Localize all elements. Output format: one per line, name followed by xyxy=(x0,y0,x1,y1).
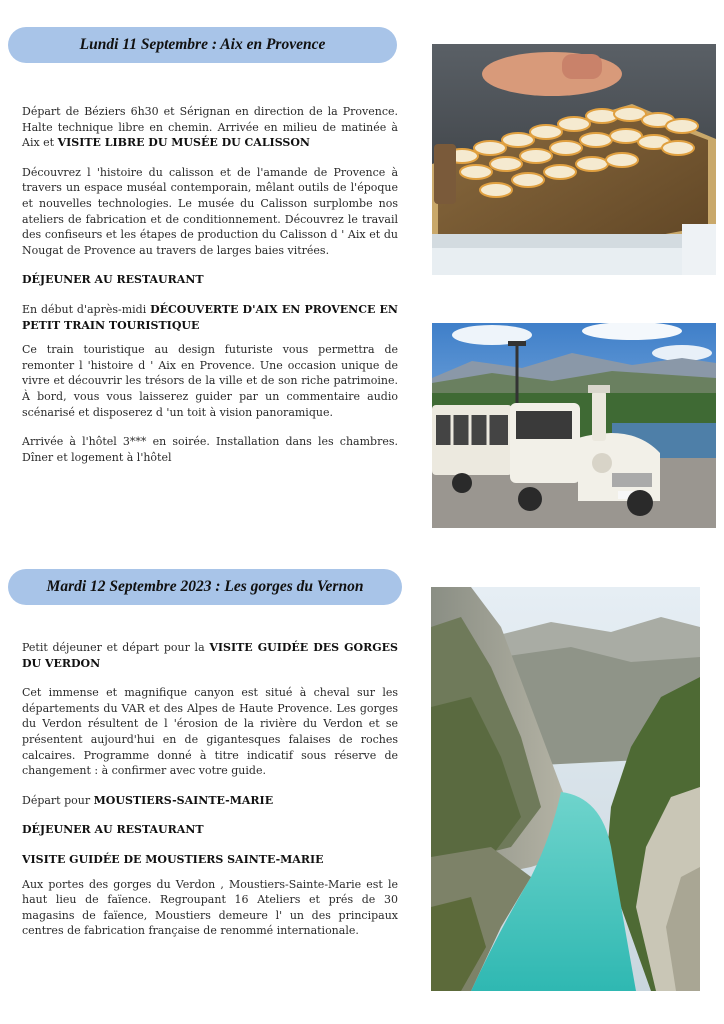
day-1-paragraph-calisson: Découvrez l 'histoire du calisson et de l'amande de Provence à travers un espace muséal contemporain, mêlant outils de l'époque et nouvelles technologies. Le musée du Calisson surplombe nos ateliers de fabrication et de conditionnement. Découvrez le travail des confiseurs et les étapes de production du Calisson d ' Aix et du Nougat de Provence au travers de larges baies vitrées. xyxy=(22,165,398,257)
day-1-lunch-title: DÉJEUNER AU RESTAURANT xyxy=(22,273,204,287)
day-2-moustiers-title: MOUSTIERS-SAINTE-MARIE xyxy=(93,793,274,807)
day-2-paragraph-departure xyxy=(22,640,398,671)
day-1-paragraph-hotel: Arrivée à l'hôtel 3*** en soirée. Installation dans les chambres. Dîner et logement à l'hôtel xyxy=(22,435,398,464)
day-2-moustiers-text: Départ pour xyxy=(22,793,94,807)
day-1-train-title: DÉCOUVERTE D'AIX EN PROVENCE EN PETIT TRAIN TOURISTIQUE xyxy=(22,302,398,332)
day-1-museum-visit-title: VISITE LIBRE DU MUSÉE DU CALISSON xyxy=(57,136,310,150)
day-2-program xyxy=(22,640,398,948)
day-1-paragraph-train-intro xyxy=(22,302,398,333)
gorges-du-verdon-photo xyxy=(431,587,700,991)
day-1-program xyxy=(22,104,398,474)
day-2-gorges-visit-title: VISITE GUIDÉE DES GORGES DU VERDON xyxy=(22,641,398,670)
calisson-photo xyxy=(432,44,716,275)
tourist-train-photo xyxy=(432,323,716,528)
day-2-header: Mardi 12 Septembre 2023 : Les gorges du Vernon xyxy=(8,569,402,605)
day-1-paragraph-train: Ce train touristique au design futuriste vous permettra de remonter l 'histoire d ' Aix en Provence. Une occasion unique de vivre et découvrir les trésors de la ville et de son riche patrimoine. À bord, vous vous laisserez guider par un commentaire audio scénarisé et disposerez d 'un toit à vision panoramique. xyxy=(22,343,398,419)
day-1-paragraph-departure xyxy=(22,104,398,151)
day-1-header: Lundi 11 Septembre : Aix en Provence xyxy=(8,27,397,63)
day-2-paragraph-faience: Aux portes des gorges du Verdon , Moustiers-Sainte-Marie est le haut lieu de faïence. Regroupant 16 Ateliers et prés de 30 magasins de faïence, Moustiers demeure l' un des principaux centres de fabrication française de renommé internationale. xyxy=(22,877,398,938)
day-2-departure-text: Petit déjeuner et départ pour la xyxy=(22,641,210,654)
day-1-afternoon-text: En début d'après-midi xyxy=(22,302,151,316)
day-2-guided-visit-title: VISITE GUIDÉE DE MOUSTIERS SAINTE-MARIE xyxy=(22,852,324,866)
day-2-paragraph-moustiers xyxy=(22,793,398,809)
day-1-departure-text: Départ de Béziers 6h30 et Sérignan en direction de la Provence. Halte technique libre en chemin. Arrivée en milieu de matinée à Aix et xyxy=(22,105,398,150)
day-2-paragraph-canyon: Cet immense et magnifique canyon est situé à cheval sur les départements du VAR et des Alpes de Haute Provence. Les gorges du Verdon résultent de l 'érosion de la rivière du Verdon et se présentent aujourd'hui en de gigantesques falaises de roches calcaires. Programme donné à titre indicatif sous réserve de changement : à confirmer avec votre guide. xyxy=(22,686,398,778)
day-2-lunch-title: DÉJEUNER AU RESTAURANT xyxy=(22,823,204,837)
